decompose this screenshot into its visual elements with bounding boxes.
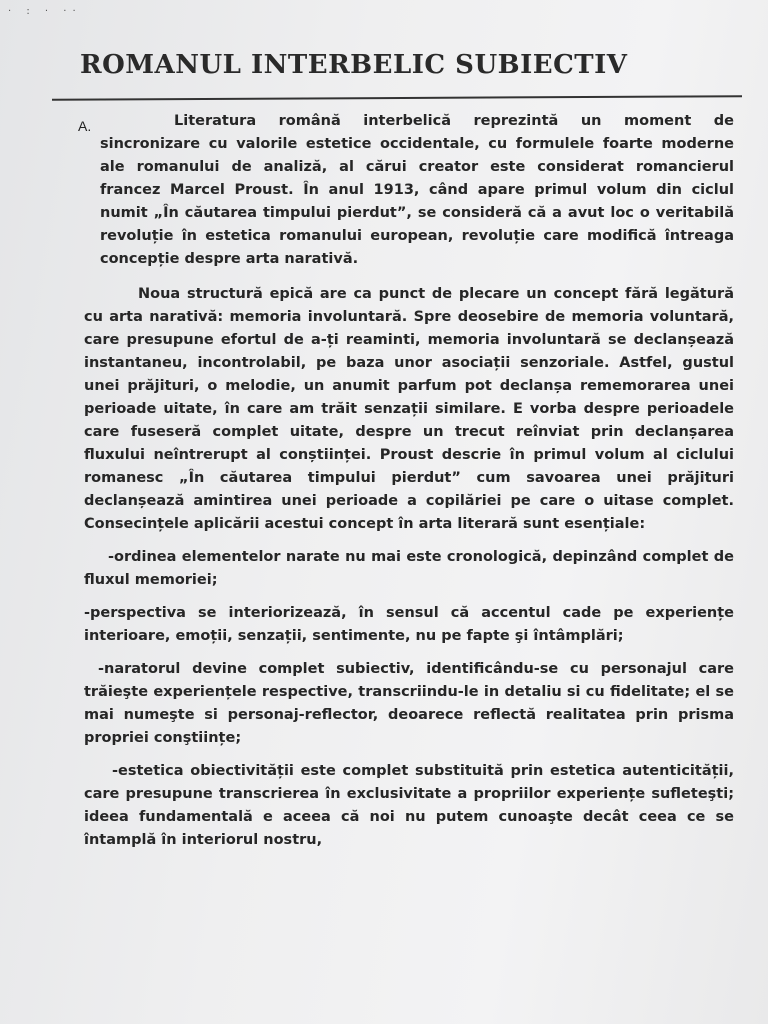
paragraph-intro: Literatura română interbelică reprezintă un moment de sincronizare cu valorile estetice occidentale, cu formulele foarte moderne ale romanului de analiză, al cărui creator este considerat romancierul francez Marcel Proust. În anul 1913, când apare primul volum din ciclul numit „În căutarea timpului pierdut”, se consideră că a avut loc o veritabilă revoluție în estetica romanului european, revoluție care modifică întreaga concepție despre arta narativă. [100, 113, 734, 267]
title-underline [52, 95, 742, 101]
paragraph-point-narrator: -naratorul devine complet subiectiv, identificându-se cu personajul care trăieşte experiențele respective, transcriindu-le in detaliu si cu fidelitate; el se mai numeşte si personaj-reflector, deoarece reflectă realitatea prin prisma propriei conştiințe; [84, 661, 734, 746]
section-marker: A. [78, 118, 92, 134]
paragraph-point-chronology: -ordinea elementelor narate nu mai este cronologică, depinzând complet de fluxul memoriei; [84, 549, 734, 588]
paragraph-point-authenticity: -estetica obiectivității este complet substituită prin estetica autenticității, care presupune transcrierea în exclusivitate a propriilor experiențe sufleteşti; ideea fundamentală e aceea că noi nu putem cunoaşte decât ceea ce se întamplă în interiorul nostru, [84, 763, 734, 848]
paper-specks: · : · ·· [8, 6, 82, 17]
document-body [84, 110, 734, 852]
page-title: ROMANUL INTERBELIC SUBIECTIV [80, 50, 628, 80]
paragraph-memory-concept: Noua structură epică are ca punct de plecare un concept fără legătură cu arta narativă: memoria involuntară. Spre deosebire de memoria voluntară, care presupune efortul de a-ți reaminti, memoria involuntară se declanșează instantaneu, incontrolabil, pe baza unor asociații senzoriale. Astfel, gustul unei prăjituri, o melodie, un anumit parfum pot declanșa rememorarea unei perioade uitate, în care am trăit senzații similare. E vorba despre perioadele care fuseseră complet uitate, despre un trecut reînviat prin declanșarea fluxului neîntrerupt al conștiinței. Proust descrie în primul volum al ciclului romanesc „În căutarea timpului pierdut” cum savoarea unei prăjituri declanșează amintirea unei perioade a copilăriei pe care o uitase complet. Consecințele aplicării acestui concept în arta literară sunt esențiale: [84, 286, 734, 532]
paragraph-point-perspective: -perspectiva se interiorizează, în sensul că accentul cade pe experiențe interioare, emoții, senzații, sentimente, nu pe fapte şi întâmplări; [84, 605, 734, 644]
